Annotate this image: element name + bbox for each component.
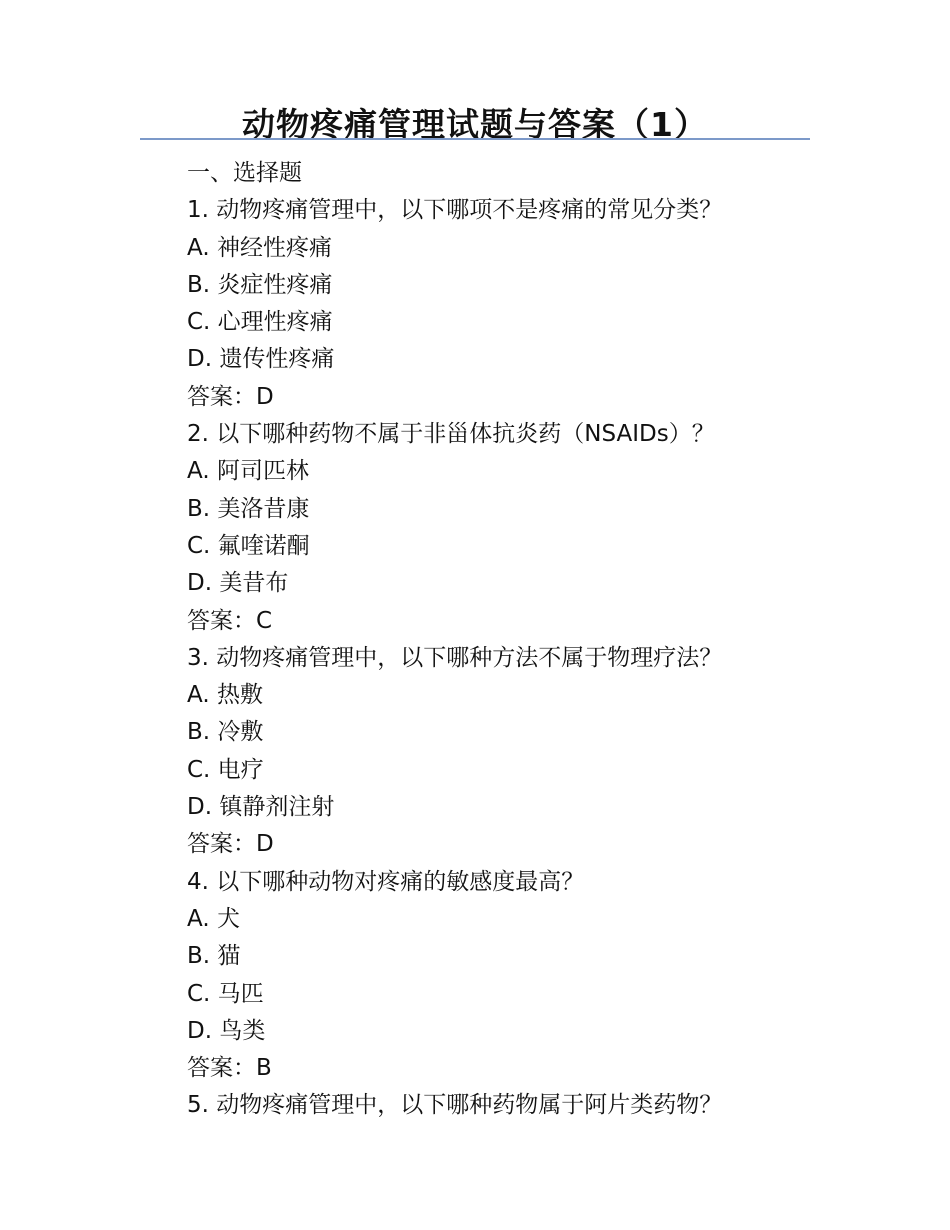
question-block (187, 416, 827, 640)
option-d: D. 鸟类 (187, 1017, 266, 1044)
option-c: C. 马匹 (187, 980, 264, 1007)
page-title: 动物疼痛管理试题与答案（1） (242, 105, 708, 144)
question-stem: 3. 动物疼痛管理中，以下哪种方法不属于物理疗法？ (187, 644, 723, 671)
answer-line: 答案：D (187, 831, 274, 858)
question-list (187, 155, 827, 1125)
option-b: B. 美洛昔康 (187, 495, 310, 522)
option-b: B. 炎症性疼痛 (187, 271, 333, 298)
option-c: C. 氟喹诺酮 (187, 532, 310, 559)
question-block (187, 192, 827, 416)
answer-line: 答案：D (187, 383, 274, 410)
option-a: A. 热敷 (187, 682, 263, 709)
question-stem: 1. 动物疼痛管理中，以下哪项不是疼痛的常见分类？ (187, 197, 723, 224)
question-stem: 5. 动物疼痛管理中，以下哪种药物属于阿片类药物？ (187, 1092, 723, 1119)
option-a: A. 阿司匹林 (187, 458, 309, 485)
section-heading: 一、选择题 (187, 160, 302, 186)
question-block (187, 864, 827, 1088)
title-underline (140, 138, 810, 140)
question-block (187, 640, 827, 864)
option-c: C. 电疗 (187, 756, 264, 783)
answer-line: 答案：B (187, 1055, 272, 1082)
question-stem: 4. 以下哪种动物对疼痛的敏感度最高？ (187, 868, 585, 895)
option-d: D. 遗传性疼痛 (187, 346, 335, 373)
option-b: B. 冷敷 (187, 719, 264, 746)
question-block (187, 1087, 827, 1124)
option-d: D. 美昔布 (187, 570, 289, 597)
question-stem: 2. 以下哪种药物不属于非甾体抗炎药（NSAIDs）？ (187, 421, 715, 448)
option-c: C. 心理性疼痛 (187, 309, 333, 336)
option-a: A. 犬 (187, 905, 240, 932)
option-a: A. 神经性疼痛 (187, 234, 332, 261)
option-d: D. 镇静剂注射 (187, 794, 335, 821)
option-b: B. 猫 (187, 943, 241, 970)
answer-line: 答案：C (187, 607, 273, 634)
